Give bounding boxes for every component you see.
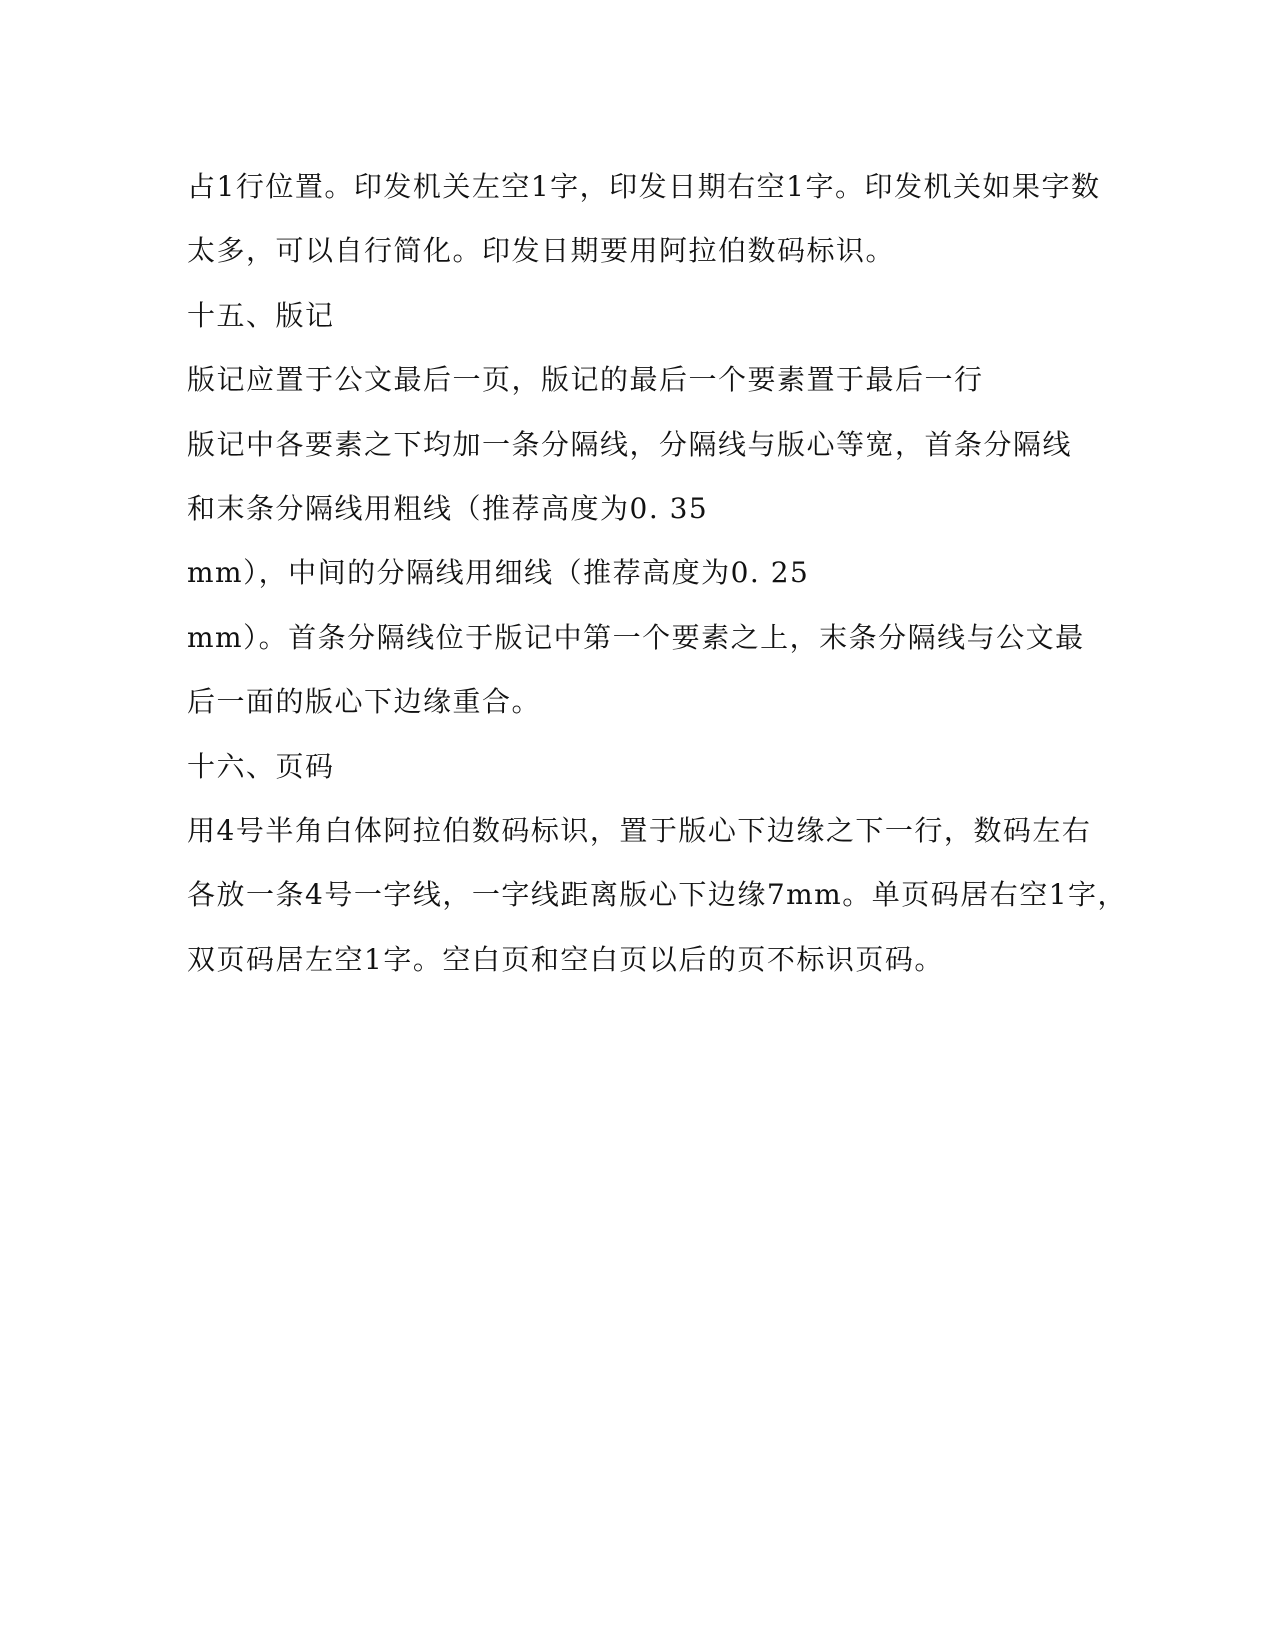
body-text — [187, 155, 1128, 992]
paragraph-line: 太多，可以自行简化。印发日期要用阿拉伯数码标识。 — [187, 234, 896, 268]
paragraph-line: mm）。首条分隔线位于版记中第一个要素之上，末条分隔线与公文最 — [187, 620, 1085, 654]
paragraph-line: 用4号半角白体阿拉伯数码标识，置于版心下边缘之下一行，数码左右 — [187, 813, 1092, 847]
paragraph-line: 版记应置于公文最后一页，版记的最后一个要素置于最后一行 — [187, 363, 984, 397]
section-heading-yema: 十六、页码 — [187, 749, 335, 783]
paragraph-line: 占1行位置。印发机关左空1字，印发日期右空1字。印发机关如果字数 — [187, 170, 1101, 203]
paragraph-line: 和末条分隔线用粗线（推荐高度为0. 35 — [187, 491, 709, 525]
paragraph-line: 双页码居左空1字。空白页和空白页以后的页不标识页码。 — [187, 942, 944, 976]
paragraph-line: 版记中各要素之下均加一条分隔线，分隔线与版心等宽，首条分隔线 — [187, 427, 1073, 461]
paragraph-line: mm），中间的分隔线用细线（推荐高度为0. 25 — [187, 556, 810, 590]
section-heading-banji: 十五、版记 — [187, 298, 335, 332]
paragraph-line: 各放一条4号一字线，一字线距离版心下边缘7mm。单页码居右空1字， — [187, 878, 1128, 912]
paragraph-line: 后一面的版心下边缘重合。 — [187, 685, 542, 719]
